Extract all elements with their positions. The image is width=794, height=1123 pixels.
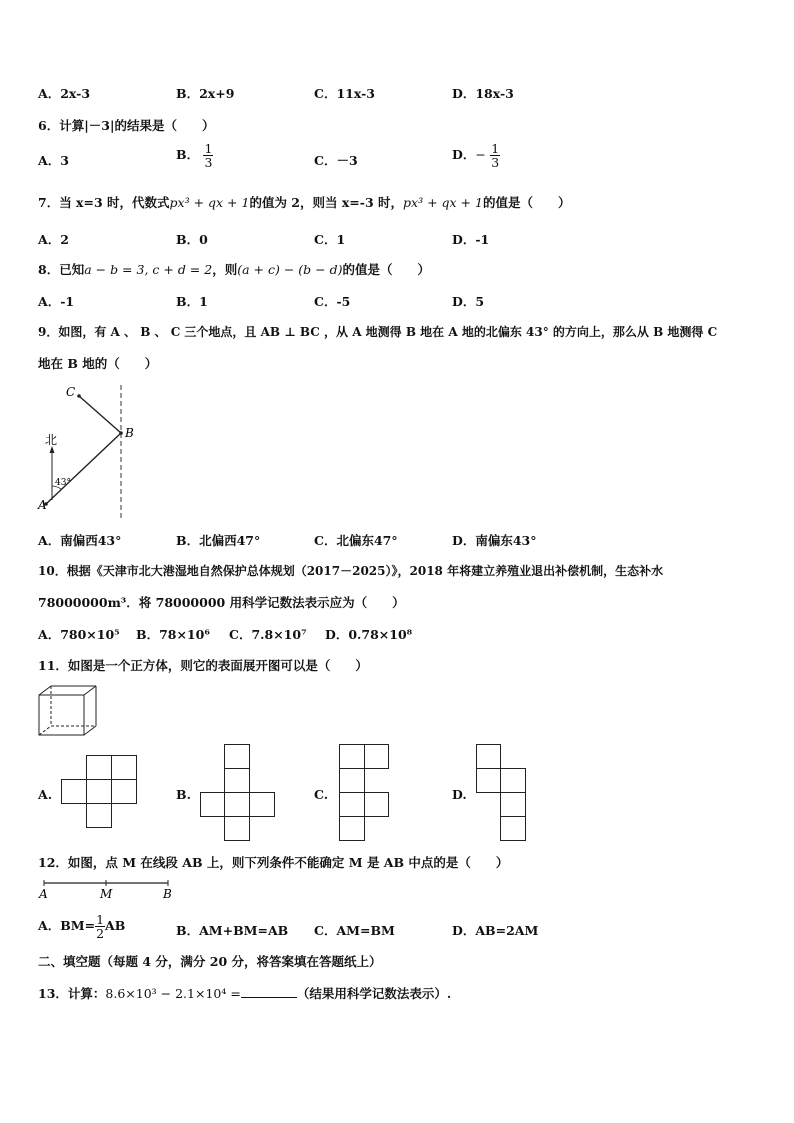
fraction-numerator: 1 [204, 141, 213, 156]
label-m: M [100, 887, 113, 901]
q6-option-d-label: D． [452, 147, 476, 163]
q12-option-a-fraction [95, 913, 105, 940]
q11-option-a-net [61, 755, 139, 830]
q7-text-2: 的值为 2，则当 x=-3 时， [249, 195, 404, 210]
q11-option-c-net [339, 744, 391, 843]
fraction-numerator: 1 [491, 141, 500, 156]
q7-option-a: A．2 [38, 232, 69, 247]
q11-option-d-label: D. [452, 787, 467, 802]
label-a: A [39, 887, 48, 901]
q13-stem [38, 984, 451, 1002]
q13-text-1: 13．计算： [38, 986, 106, 1001]
minus-sign: − [475, 147, 486, 163]
q12-option-c: C．AM=BM [314, 923, 395, 938]
q11-option-c-label: C. [314, 787, 329, 802]
q7-option-d: D．-1 [452, 232, 490, 247]
label-angle: 43° [55, 478, 71, 488]
q11-option-d-net [476, 744, 528, 843]
label-a: A [38, 498, 47, 512]
label-north: 北 [45, 433, 58, 447]
label-b: B [163, 887, 172, 901]
q11-option-b-label: B. [176, 787, 191, 802]
q7-text-1: 7．当 x=3 时，代数式 [38, 195, 170, 210]
q13-expression: 8.6×10³ − 2.1×10⁴ = [105, 986, 241, 1001]
q5-option-d: D．18x-3 [452, 86, 514, 101]
q6-option-b [176, 142, 213, 169]
q12-segment-figure [36, 876, 176, 902]
section-2-heading: 二、填空题（每题 4 分，满分 20 分，将答案填在答题纸上） [38, 954, 382, 969]
q9-option-b: B．北偏西47° [176, 533, 261, 548]
q10-option-b: B．78×10⁶ [136, 627, 210, 642]
fraction-denominator: 3 [491, 155, 500, 171]
q7-text-3: 的值是（ ） [482, 195, 571, 210]
q6-option-b-fraction [203, 142, 213, 169]
q8-text-1: 8．已知 [38, 262, 85, 277]
q10-option-a: A．780×10⁵ [38, 627, 120, 642]
q13-answer-blank[interactable] [241, 985, 297, 998]
q6-option-c: C．－3 [314, 153, 358, 168]
q5-option-c: C．11x-3 [314, 86, 375, 101]
point-c [77, 394, 81, 398]
q9-option-d: D．南偏东43° [452, 533, 537, 548]
q10-option-d: D．0.78×10⁸ [325, 627, 413, 642]
q9-stem-line-2: 地在 B 地的（ ） [38, 356, 158, 371]
q7-option-c: C．1 [314, 232, 346, 247]
q6-option-d [452, 142, 500, 169]
q7-expression-1: px³ + qx + 1 [169, 195, 250, 210]
q11-option-a-label: A. [38, 787, 53, 802]
q7-expression-2: px³ + qx + 1 [403, 195, 483, 210]
q12-option-d: D．AB=2AM [452, 923, 539, 938]
q8-stem [38, 260, 430, 278]
q6-option-b-label: B． [176, 147, 200, 163]
q12-option-a-text-1: A．BM= [38, 918, 96, 934]
fraction-denominator: 3 [204, 155, 213, 171]
q12-stem: 12．如图，点 M 在线段 AB 上，则下列条件不能确定 M 是 AB 中点的是（ ） [38, 855, 509, 870]
q8-option-d: D．5 [452, 294, 485, 309]
q8-option-c: C．-5 [314, 294, 351, 309]
fraction-numerator: 1 [96, 912, 105, 927]
segment-bc [79, 396, 121, 433]
q8-option-b: B．1 [176, 294, 208, 309]
q11-stem: 11．如图是一个正方体，则它的表面展开图可以是（ ） [38, 658, 368, 673]
q8-expression: (a + c) − (b − d) [237, 262, 343, 277]
label-c: C [66, 385, 76, 399]
q11-cube-figure [38, 685, 98, 737]
q13-text-2: （结果用科学记数法表示）. [296, 986, 452, 1001]
q12-option-b: B．AM+BM=AB [176, 923, 289, 938]
q8-text-2: ，则 [212, 262, 238, 277]
segment-ab [46, 433, 121, 504]
point-b [119, 431, 123, 435]
q5-option-a: A．2x-3 [38, 86, 91, 101]
q10-stem-line-1: 10．根据《天津市北大港湿地自然保护总体规划（2017－2025）》，2018 年将建立养殖业退出补偿机制，生态补水 [38, 564, 664, 578]
q9-direction-figure [34, 382, 144, 520]
q6-stem: 6．计算|－3|的结果是（ ） [38, 118, 215, 133]
q11-option-b-net [200, 744, 276, 843]
q9-stem-line-1: 9．如图，有 A 、 B 、 C 三个地点，且 AB ⊥ BC ，从 A 地测得 B 地在 A 地的北偏东 43° 的方向上，那么从 B 地测得 C [38, 325, 718, 339]
q7-option-b: B．0 [176, 232, 208, 247]
north-arrow-head [50, 446, 55, 453]
q9-option-a: A．南偏西43° [38, 533, 122, 548]
q10-option-c: C．7.8×10⁷ [229, 627, 307, 642]
q10-stem-line-2: 78000000m³．将 78000000 用科学记数法表示应为（ ） [38, 595, 405, 610]
q6-option-d-fraction [490, 142, 500, 169]
label-b: B [125, 426, 134, 440]
q9-option-c: C．北偏东47° [314, 533, 398, 548]
q8-condition: a − b = 3, c + d = 2 [84, 262, 213, 277]
fraction-denominator: 2 [96, 926, 105, 942]
q8-text-3: 的值是（ ） [342, 262, 430, 277]
q7-stem [38, 193, 570, 211]
q12-option-a-text-2: AB [105, 918, 126, 934]
q6-option-a: A．3 [38, 153, 69, 168]
q8-option-a: A．-1 [38, 294, 75, 309]
q5-option-b: B．2x+9 [176, 86, 235, 101]
q12-option-a [38, 913, 125, 940]
